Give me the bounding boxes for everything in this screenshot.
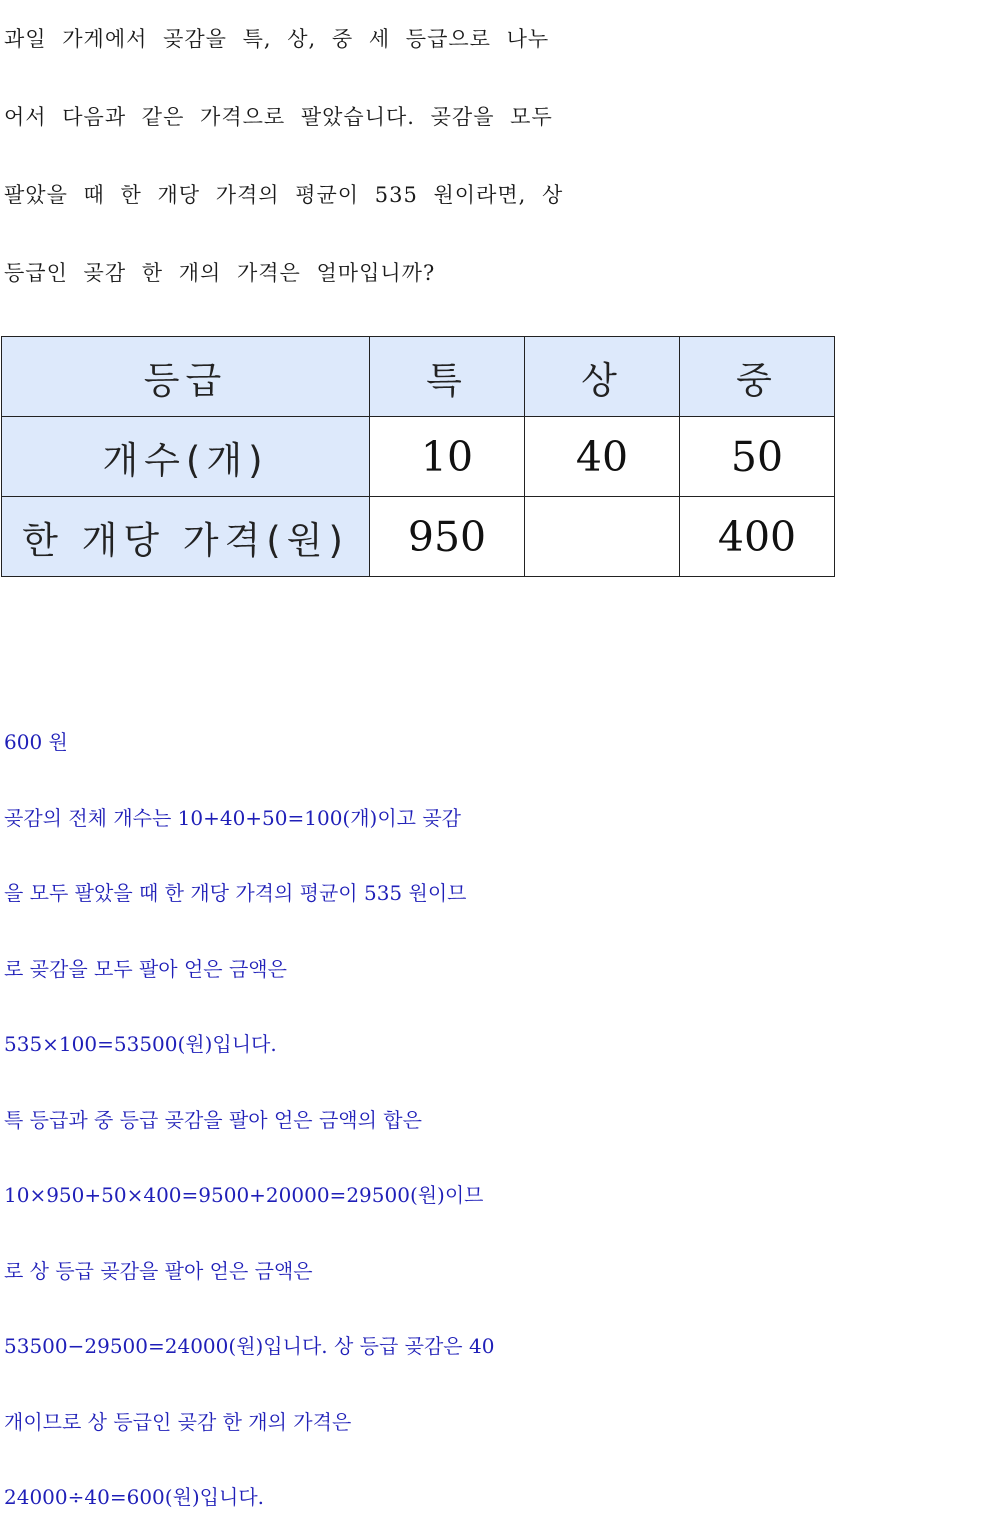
answer-solution <box>4 705 993 1536</box>
table-cell-empty <box>525 497 680 577</box>
grade-price-table <box>1 336 835 577</box>
table-row <box>2 417 835 497</box>
solution-line: 을 모두 팔았을 때 한 개당 가격의 평균이 535 원이므 <box>4 881 467 905</box>
table-header-row <box>2 337 835 417</box>
table-header-cell: 등급 <box>2 337 370 417</box>
table-row <box>2 497 835 577</box>
table-cell: 950 <box>370 497 525 577</box>
table-cell: 40 <box>525 417 680 497</box>
solution-line: 곶감의 전체 개수는 10+40+50=100(개)이고 곶감 <box>4 805 461 830</box>
table-header-cell: 특 <box>370 337 525 417</box>
table-cell: 400 <box>680 497 835 577</box>
solution-line: 로 상 등급 곶감을 팔아 얻은 금액은 <box>4 1258 313 1283</box>
question-line: 팔았을 때 한 개당 가격의 평균이 535 원이라면, 상 <box>4 183 564 207</box>
row-label-price: 한 개당 가격(원) <box>2 497 370 577</box>
solution-line: 24000÷40=600(원)입니다. <box>4 1485 265 1509</box>
table-header-cell: 상 <box>525 337 680 417</box>
question-line: 과일 가게에서 곶감을 특, 상, 중 세 등급으로 나누 <box>4 27 550 51</box>
table-cell: 10 <box>370 417 525 497</box>
question-text <box>4 0 993 312</box>
question-line: 등급인 곶감 한 개의 가격은 얼마입니까? <box>4 261 436 285</box>
solution-line: 53500−29500=24000(원)입니다. 상 등급 곶감은 40 <box>4 1334 495 1358</box>
solution-line: 535×100=53500(원)입니다. <box>4 1032 277 1056</box>
answer-result: 600 원 <box>4 730 68 754</box>
question-line: 어서 다음과 같은 가격으로 팔았습니다. 곶감을 모두 <box>4 105 553 129</box>
solution-line: 로 곶감을 모두 팔아 얻은 금액은 <box>4 956 287 981</box>
table-header-cell: 중 <box>680 337 835 417</box>
solution-line: 특 등급과 중 등급 곶감을 팔아 얻은 금액의 합은 <box>4 1107 422 1132</box>
solution-line: 10×950+50×400=9500+20000=29500(원)이므 <box>4 1183 484 1207</box>
solution-line: 개이므로 상 등급인 곶감 한 개의 가격은 <box>4 1409 352 1434</box>
row-label-count: 개수(개) <box>2 417 370 497</box>
table-cell: 50 <box>680 417 835 497</box>
